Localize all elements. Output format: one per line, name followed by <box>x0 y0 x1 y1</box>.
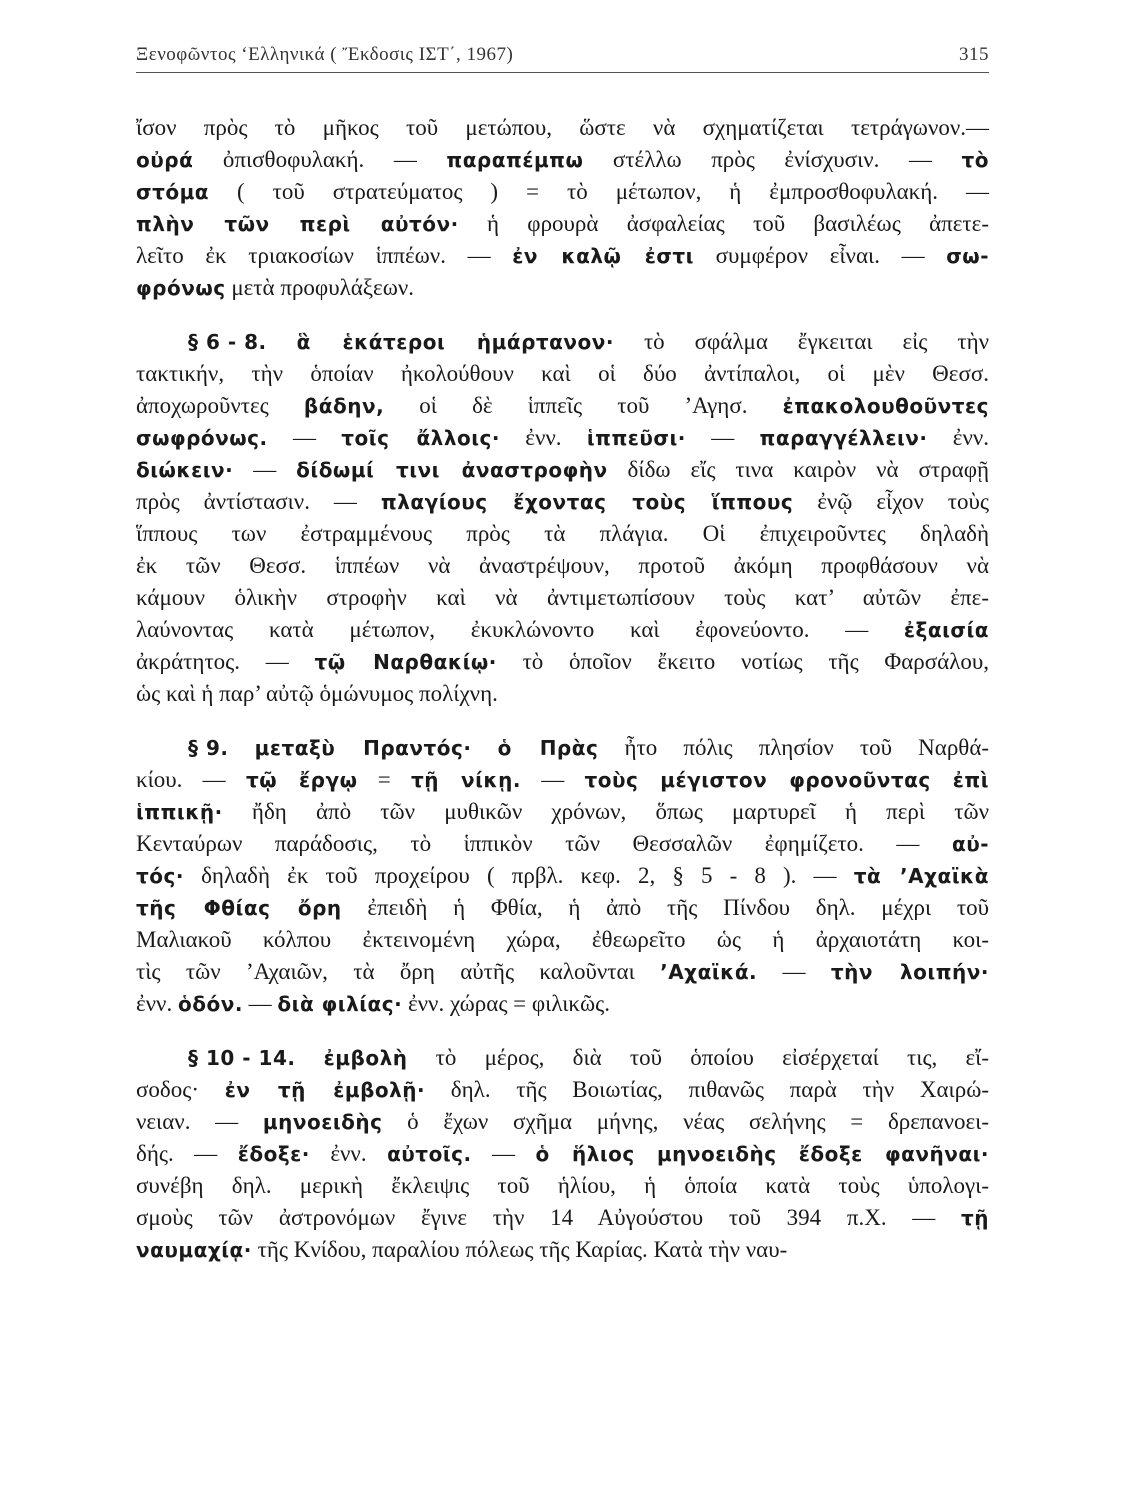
body-text <box>136 112 989 1288</box>
bold-term: τῇ νίκῃ. <box>411 768 521 792</box>
text-line <box>136 1074 989 1106</box>
bold-term: βάδην, <box>303 394 385 418</box>
text-run: δηλαδὴ ἐκ τοῦ προχείρου ( πρβλ. κεφ. 2, § 5 - 8 ). — <box>183 863 854 888</box>
text-run: ἐνν. <box>927 425 990 450</box>
text-run: λαύνοντας κατὰ μέτωπον, ἐκυκλώνοντο καὶ ἐφονεύοντο. — <box>136 617 904 642</box>
text-line <box>136 924 989 956</box>
text-run: ἤδη ἀπὸ τῶν μυθικῶν χρόνων, ὅπως μαρτυρεῖ ἡ περὶ τῶν <box>222 799 989 824</box>
paragraph <box>136 326 989 710</box>
text-line <box>136 1234 989 1266</box>
bold-term: τός· <box>136 864 184 888</box>
bold-term: ὁ ἥλιος μηνοειδὴς ἔδοξε φανῆναι· <box>535 1142 990 1166</box>
text-line <box>136 1106 989 1138</box>
text-run: ἐκ τῶν Θεσσ. ἱππέων νὰ ἀναστρέψουν, προτοῦ ἀκόμη προφθάσουν νὰ <box>136 553 989 578</box>
text-run: ὀπισθοφυλακή. — <box>193 147 447 172</box>
text-line <box>136 208 989 240</box>
bold-term: αὐτοῖς. <box>387 1142 472 1166</box>
text-line <box>136 860 989 892</box>
text-line <box>136 390 989 422</box>
text-run: ἐπειδὴ ἡ Φθία, ἡ ἀπὸ τῆς Πίνδου δηλ. μέχρι τοῦ <box>341 895 989 920</box>
text-run: ἀποχωροῦντες <box>136 393 304 418</box>
text-line <box>136 988 989 1020</box>
bold-term: δίδωμί τινι ἀναστροφὴν <box>296 458 608 482</box>
text-run: σοδος· <box>136 1077 225 1102</box>
text-run: κάμουν ὁλικὴν στροφὴν καὶ νὰ ἀντιμετωπίσουν τοὺς κατ’ αὐτῶν ἐπε- <box>136 585 989 610</box>
text-run: ἡ φρουρὰ ἀσφαλείας τοῦ βασιλέως ἀπετε- <box>458 211 989 236</box>
bold-term: φρόνως <box>136 276 226 300</box>
text-run: ἐνν. <box>309 1141 388 1166</box>
text-run: μετὰ προφυλάξεων. <box>225 275 414 300</box>
bold-term: ὁδόν. <box>177 992 243 1016</box>
bold-term: ἱππεῦσι· <box>586 426 686 450</box>
bold-term: αὐ- <box>951 832 989 856</box>
text-run: δίδω εἴς τινα καιρὸν νὰ στραφῇ <box>607 457 989 482</box>
bold-term: ἐπακολουθοῦντες <box>782 394 989 418</box>
text-run: ( τοῦ στρατεύματος ) = τὸ μέτωπον, ἡ ἐμπροσθοφυλακή. — <box>209 179 989 204</box>
section-marker: § 10 - 14. <box>188 1046 296 1070</box>
text-line <box>136 454 989 486</box>
text-run: τὸ μέρος, διὰ τοῦ ὁποίου εἰσέρχεταί τις, εἴ- <box>407 1045 990 1070</box>
text-run: ἐνν. <box>499 425 587 450</box>
bold-term: ’Αχαϊκά. <box>660 960 758 984</box>
text-run <box>472 735 498 760</box>
text-line <box>136 1202 989 1234</box>
bold-term: πλὴν τῶν περὶ αὐτόν· <box>136 212 459 236</box>
text-run: ὁ ἔχων σχῆμα μήνης, νέας σελήνης = δρεπανοει- <box>382 1109 989 1134</box>
text-run: — <box>267 425 342 450</box>
text-line <box>136 240 989 272</box>
text-run: — <box>471 1141 536 1166</box>
text-run: πρὸς ἀντίστασιν. — <box>136 489 381 514</box>
bold-term: ὁ Πρὰς <box>497 736 599 760</box>
text-run: ἐνν. χώρας = φιλικῶς. <box>402 991 611 1016</box>
text-run: τὸ σφάλμα ἔγκειται εἰς τὴν <box>614 329 990 354</box>
bold-term: τῇ <box>960 1206 989 1230</box>
text-line <box>136 646 989 678</box>
text-line <box>136 272 989 304</box>
text-run: τακτικήν, τὴν ὁποίαν ἠκολούθουν καὶ οἱ δύο ἀντίπαλοι, οἱ μὲν Θεσσ. <box>136 361 989 386</box>
bold-term: διώκειν· <box>136 458 234 482</box>
text-run: στέλλω πρὸς ἐνίσχυσιν. — <box>583 147 962 172</box>
text-run: δής. — <box>136 1141 238 1166</box>
bold-term: τῆς Φθίας ὄρη <box>136 896 342 920</box>
text-run: — <box>757 959 831 984</box>
text-line <box>136 112 989 144</box>
bold-term: μηνοειδὴς <box>262 1110 383 1134</box>
bold-term: ἱππικῇ· <box>136 800 223 824</box>
section-marker: § 9. <box>188 736 229 760</box>
text-line <box>136 176 989 208</box>
bold-term: τὸ <box>961 148 989 172</box>
text-run: ἐνν. <box>136 991 178 1016</box>
text-line <box>136 828 989 860</box>
bold-term: ἐμβολὴ <box>323 1046 408 1070</box>
paragraph <box>136 732 989 1020</box>
text-line <box>136 614 989 646</box>
text-line <box>136 956 989 988</box>
text-line <box>136 582 989 614</box>
bold-term: οὐρά <box>136 148 194 172</box>
text-line <box>136 144 989 176</box>
text-line <box>136 422 989 454</box>
text-run: συμφέρον εἶναι. — <box>693 243 947 268</box>
bold-term: ἐν καλῷ ἐστι <box>512 244 694 268</box>
text-run: ὡς καὶ ἡ παρ’ αὐτῷ ὁμώνυμος πολίχνη. <box>136 681 498 706</box>
text-line <box>136 358 989 390</box>
text-run: — <box>520 767 585 792</box>
bold-term: παραγγέλλειν· <box>759 426 928 450</box>
text-run <box>267 329 297 354</box>
bold-term: τὰ ’Αχαϊκὰ <box>853 864 989 888</box>
bold-term: τὴν λοιπήν· <box>830 960 989 984</box>
text-run: — <box>242 991 278 1016</box>
text-run: δηλ. τῆς Βοιωτίας, πιθανῶς παρὰ τὴν Χαιρώ- <box>425 1077 989 1102</box>
text-run: τὸ ὁποῖον ἔκειτο νοτίως τῆς Φαρσάλου, <box>496 649 989 674</box>
text-run: σμοὺς τῶν ἀστρονόμων ἔγινε τὴν 14 Αὐγούστου τοῦ 394 π.Χ. — <box>136 1205 961 1230</box>
text-line <box>136 764 989 796</box>
text-run: ἦτο πόλις πλησίον τοῦ Ναρθά- <box>598 735 990 760</box>
text-run: ἀκράτητος. — <box>136 649 315 674</box>
text-line <box>136 732 989 764</box>
text-run: ἵππους των ἐστραμμένους πρὸς τὰ πλάγια. Οἱ ἐπιχειροῦντες δηλαδὴ <box>136 521 989 546</box>
page-number: 315 <box>959 44 989 65</box>
text-run: ἐνῷ εἶχον τοὺς <box>793 489 990 514</box>
bold-term: τοῖς ἄλλοις· <box>341 426 500 450</box>
text-run: τὶς τῶν ’Αχαιῶν, τὰ ὄρη αὐτῆς καλοῦνται <box>136 959 661 984</box>
bold-term: τοὺς μέγιστον φρονοῦντας ἐπὶ <box>584 768 989 792</box>
bold-term: ναυμαχίᾳ· <box>136 1238 252 1262</box>
bold-term: ἃ ἑκάτεροι ἡμάρτανον· <box>296 330 615 354</box>
text-line <box>136 1042 989 1074</box>
section-marker: § 6 - 8. <box>188 330 267 354</box>
text-run: — <box>685 425 760 450</box>
text-run <box>228 735 254 760</box>
text-line <box>136 550 989 582</box>
text-run: συνέβη δηλ. μερικὴ ἔκλειψις τοῦ ἡλίου, ἡ ὁποία κατὰ τοὺς ὑπολογι- <box>136 1173 989 1198</box>
text-line <box>136 518 989 550</box>
text-line <box>136 1170 989 1202</box>
text-run: λεῖτο ἐκ τριακοσίων ἱππέων. — <box>136 243 513 268</box>
bold-term: στόμα <box>136 180 210 204</box>
text-line <box>136 326 989 358</box>
text-run: = <box>357 767 411 792</box>
paragraph <box>136 1042 989 1266</box>
bold-term: μεταξὺ Πραντός· <box>254 736 472 760</box>
text-run: Κενταύρων παράδοσις, τὸ ἱππικὸν τῶν Θεσσαλῶν ἐφημίζετο. — <box>136 831 952 856</box>
bold-term: τῷ ἔργῳ <box>245 768 358 792</box>
bold-term: τῷ Ναρθακίῳ· <box>314 650 497 674</box>
running-title: Ξενοφῶντος ‘Ελληνικά ( Ἔκδοσις ΙΣΤ΄, 1967) <box>136 44 514 65</box>
text-line <box>136 678 989 710</box>
text-line <box>136 1138 989 1170</box>
page-header <box>136 40 989 73</box>
bold-term: σωφρόνως. <box>136 426 268 450</box>
text-run: κίου. — <box>136 767 246 792</box>
bold-term: ἐξαισία <box>903 618 989 642</box>
bold-term: ἔδοξε· <box>237 1142 310 1166</box>
text-run: νειαν. — <box>136 1109 263 1134</box>
text-run: — <box>233 457 297 482</box>
bold-term: πλαγίους ἔχοντας τοὺς ἵππους <box>380 490 794 514</box>
text-run: Μαλιακοῦ κόλπου ἐκτεινομένη χώρα, ἐθεωρεῖτο ὡς ἡ ἀρχαιοτάτη κοι- <box>136 927 989 952</box>
text-line <box>136 486 989 518</box>
text-run: ἴσον πρὸς τὸ μῆκος τοῦ μετώπου, ὥστε νὰ σχηματίζεται τετράγωνον.— <box>136 115 989 140</box>
bold-term: παραπέμπω <box>446 148 584 172</box>
bold-term: διὰ φιλίας· <box>277 992 403 1016</box>
bold-term: ἐν τῇ ἐμβολῇ· <box>224 1078 426 1102</box>
text-line <box>136 892 989 924</box>
text-run: τῆς Κνίδου, παραλίου πόλεως τῆς Καρίας. Κατὰ τὴν ναυ- <box>251 1237 788 1262</box>
paragraph <box>136 112 989 304</box>
text-run: οἱ δὲ ἱππεῖς τοῦ ’Αγησ. <box>384 393 783 418</box>
bold-term: σω- <box>946 244 989 268</box>
text-run <box>295 1045 323 1070</box>
text-line <box>136 796 989 828</box>
